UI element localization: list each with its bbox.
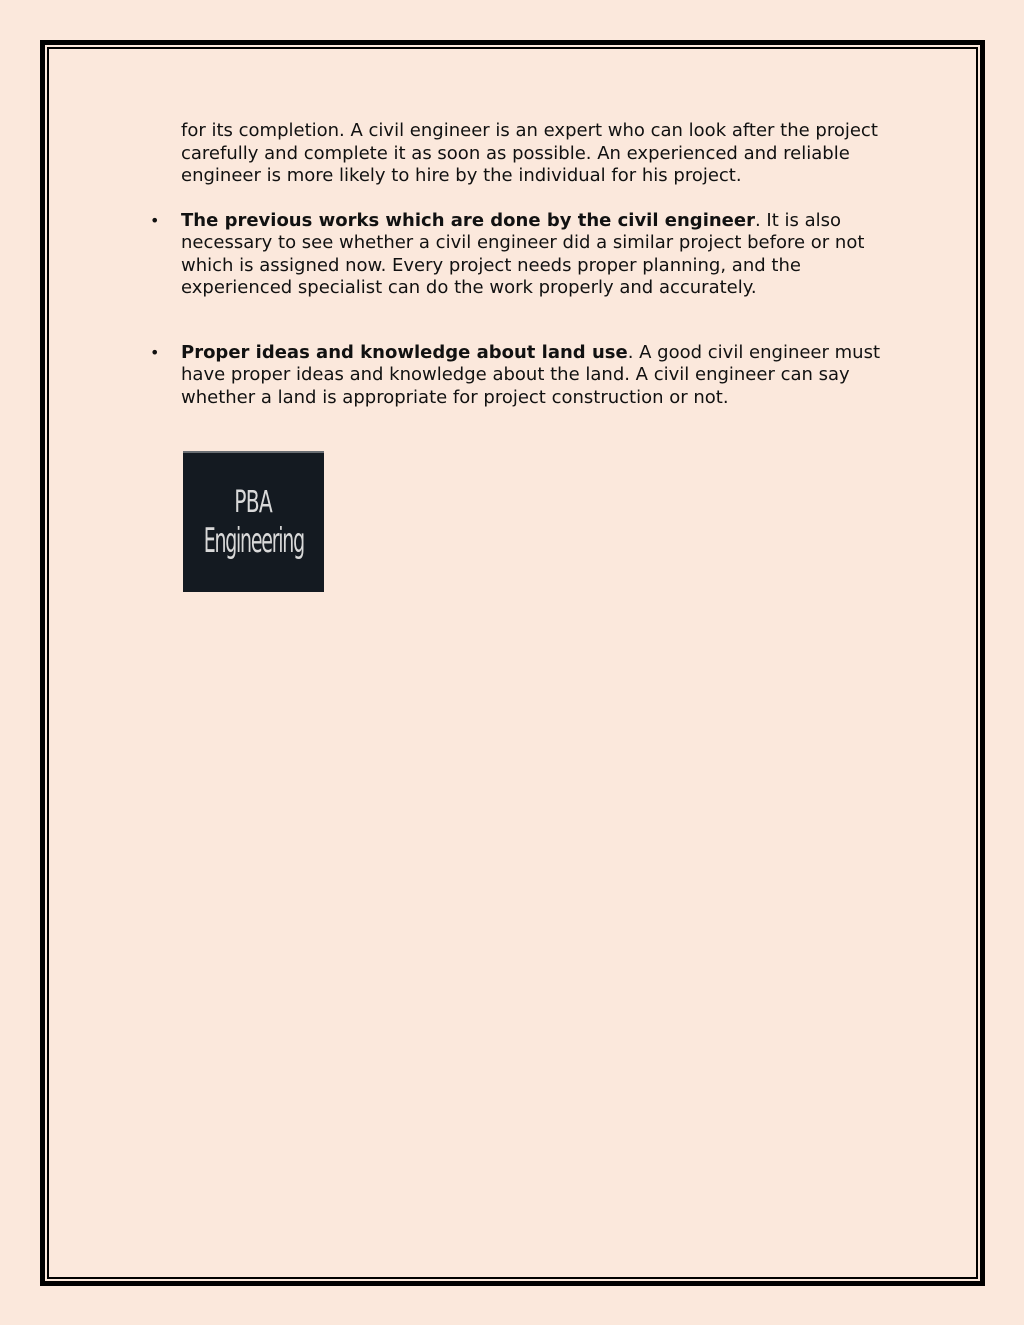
list-item	[150, 341, 911, 410]
bullet-paragraph	[181, 210, 911, 300]
intro-paragraph: for its completion. A civil engineer is an expert who can look after the project carefully and complete it as soon as possible. An experienced and reliable engineer is more likely to hire by the individual for his project.	[181, 120, 878, 186]
logo-text-line1: PBA	[234, 484, 273, 520]
company-logo	[183, 451, 324, 592]
bullet-heading: The previous works which are done by the civil engineer	[181, 209, 755, 231]
logo-text-line2: Engineering	[203, 520, 304, 561]
document-body	[150, 120, 911, 409]
bullet-icon: •	[150, 210, 160, 230]
list-item	[150, 209, 911, 300]
bullet-body: . A good civil engineer must have proper ideas and knowledge about the land. A civil engineer can say whether a land is appropriate for project construction or not.	[181, 341, 881, 408]
bullet-paragraph	[181, 342, 911, 410]
bullet-heading: Proper ideas and knowledge about land use	[181, 341, 628, 363]
bullet-body: . It is also necessary to see whether a civil engineer did a similar project before or not which is assigned now. Every project needs proper planning, and the experienced specialist can do the work properly and accurately.	[181, 209, 865, 298]
bullet-icon: •	[150, 342, 160, 362]
